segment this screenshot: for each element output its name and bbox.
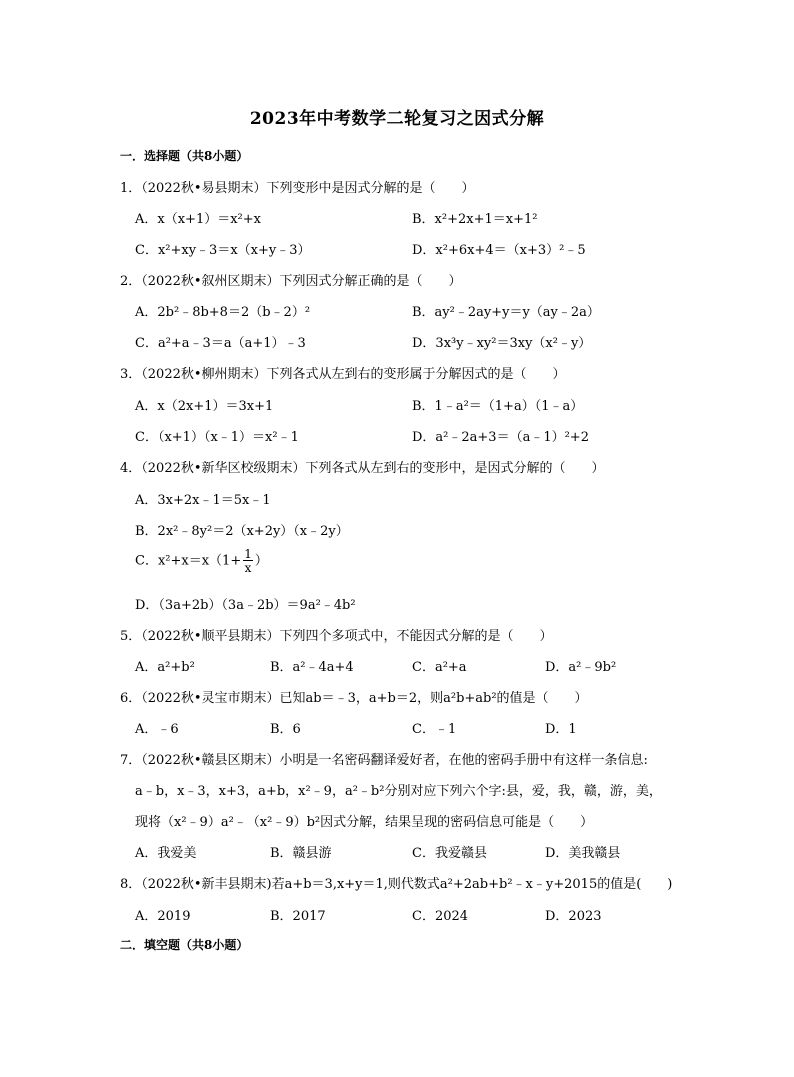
question-2-stem: 2．（2022秋•叙州区期末）下列因式分解正确的是（ ） — [120, 274, 462, 289]
section-heading-choice: 一．选择题（共8小题） — [120, 149, 249, 163]
question-7-stem: 7．（2022秋•赣县区期末）小明是一名密码翻译爱好者，在他的密码手册中有这样一条信息: — [120, 753, 648, 768]
question-4-option-d: D．（3a+2b）（3a﹣2b）＝9a²﹣4b² — [135, 598, 356, 613]
question-7-line-2: a﹣b，x﹣3，x+3，a+b，x²﹣9，a²﹣b²分别对应下列六个字:县，爱，我，赣，游，美， — [135, 784, 662, 799]
question-5-option-c: C．a²+a — [412, 660, 467, 675]
question-7-option-b: B．赣县游 — [270, 846, 332, 861]
question-8-option-d: D．2023 — [545, 909, 602, 924]
page-title: 2023年中考数学二轮复习之因式分解 — [249, 109, 545, 129]
question-7-line-3: 现将（x²﹣9）a²﹣（x²﹣9）b²因式分解，结果呈现的密码信息可能是（ ） — [135, 815, 594, 830]
question-2-option-c: C．a²+a﹣3＝a（a+1）﹣3 — [135, 336, 306, 351]
question-6-option-c: C．﹣1 — [412, 722, 457, 737]
question-1-stem: 1．（2022秋•易县期末）下列变形中是因式分解的是（ ） — [120, 181, 475, 196]
question-1-option-c: C．x²+xy﹣3＝x（x+y﹣3） — [135, 243, 311, 258]
section-heading-fill-in: 二．填空题（共8小题） — [120, 938, 249, 952]
question-3-option-d: D．a²﹣2a+3＝（a﹣1）²+2 — [412, 430, 589, 445]
question-6-option-b: B．6 — [270, 722, 301, 737]
question-5-stem: 5．（2022秋•顺平县期末）下列四个多项式中，不能因式分解的是（ ） — [120, 629, 553, 644]
question-8-option-b: B．2017 — [270, 909, 326, 924]
question-2-option-a: A．2b²﹣8b+8＝2（b﹣2）² — [135, 305, 311, 320]
question-7-option-d: D．美我赣县 — [545, 846, 621, 861]
question-1-option-a: A．x（x+1）＝x²+x — [135, 212, 261, 227]
question-4-option-c-suffix: ） — [254, 553, 268, 569]
question-7-option-c: C．我爱赣县 — [412, 846, 487, 861]
question-4-stem: 4．（2022秋•新华区校级期末）下列各式从左到右的变形中，是因式分解的（ ） — [120, 461, 605, 476]
fraction-denominator: x — [244, 561, 252, 575]
question-4-option-c — [135, 548, 268, 574]
question-6-option-a: A．﹣6 — [135, 722, 179, 737]
question-5-option-d: D．a²﹣9b² — [545, 660, 617, 675]
question-7-option-a: A．我爱美 — [135, 846, 197, 861]
question-8-option-c: C．2024 — [412, 909, 469, 924]
question-3-option-b: B．1﹣a²＝（1+a）（1﹣a） — [412, 399, 584, 414]
fraction-numerator: 1 — [244, 547, 252, 561]
fraction — [243, 548, 253, 574]
question-1-option-b: B．x²+2x+1＝x+1² — [412, 212, 538, 227]
question-5-option-a: A．a²+b² — [135, 660, 195, 675]
question-3-option-c: C．（x+1）（x﹣1）＝x²﹣1 — [135, 430, 299, 445]
question-8-option-a: A．2019 — [135, 909, 191, 924]
question-3-stem: 3．（2022秋•柳州期末）下列各式从左到右的变形属于分解因式的是（ ） — [120, 367, 566, 382]
question-6-option-d: D．1 — [545, 722, 577, 737]
question-3-option-a: A．x（2x+1）＝3x+1 — [135, 399, 274, 414]
question-6-stem: 6．（2022秋•灵宝市期末）已知ab＝﹣3，a+b＝2，则a²b+ab²的值是（ ） — [120, 691, 588, 706]
question-4-option-a: A．3x+2x﹣1＝5x﹣1 — [135, 493, 271, 508]
question-2-option-d: D．3x³y﹣xy²＝3xy（x²﹣y） — [412, 336, 592, 351]
question-1-option-d: D．x²+6x+4＝（x+3）²﹣5 — [412, 243, 586, 258]
question-2-option-b: B．ay²﹣2ay+y＝y（ay﹣2a） — [412, 305, 600, 320]
question-4-option-b: B．2x²﹣8y²＝2（x+2y）（x﹣2y） — [135, 524, 349, 539]
question-5-option-b: B．a²﹣4a+4 — [270, 660, 354, 675]
question-4-option-c-prefix: C．x²+x＝x（1+ — [135, 553, 242, 569]
question-8-stem: 8．（2022秋•新丰县期末)若a+b＝3,x+y＝1,则代数式a²+2ab+b²﹣x﹣y+2015的值是( ) — [120, 877, 673, 892]
